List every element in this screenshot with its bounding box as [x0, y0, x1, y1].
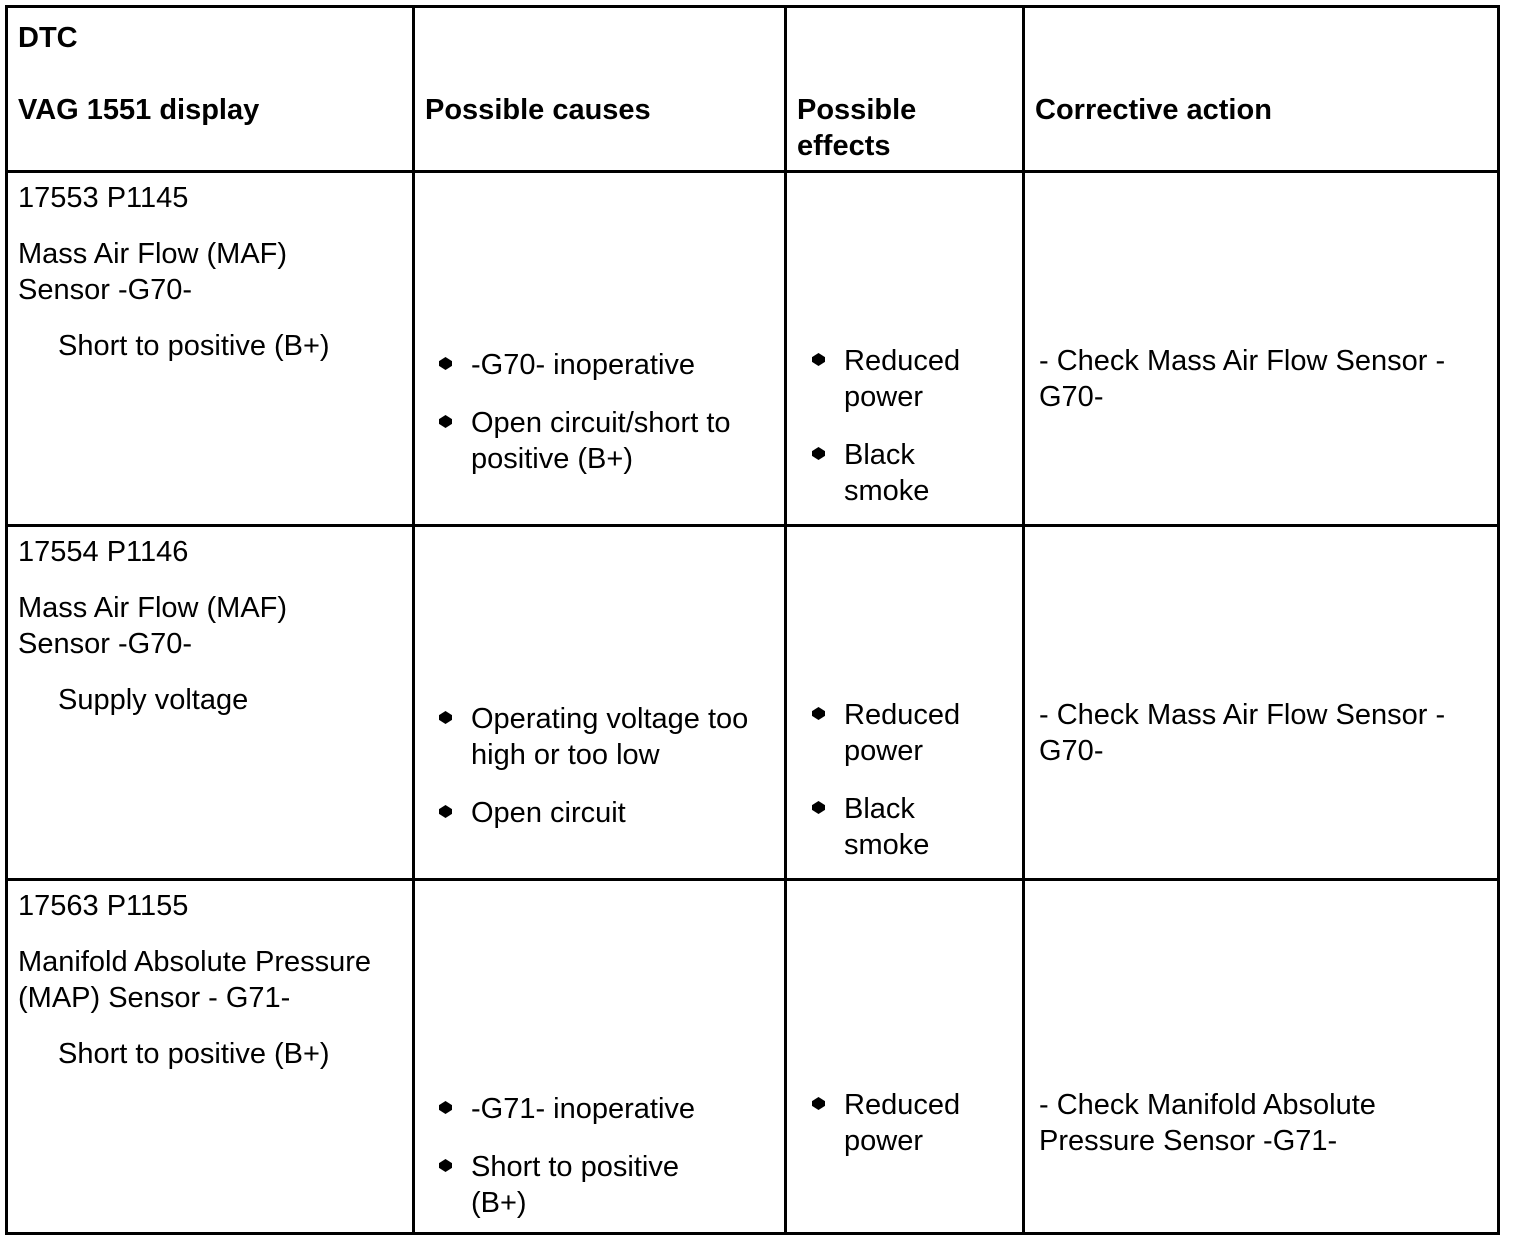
corrective-action-text: - Check Mass Air Flow Sensor -G70- [1039, 345, 1446, 413]
header-dtc-cell [7, 7, 414, 172]
cause-text: Operating voltage too high or too low [471, 703, 749, 771]
corrective-action-text: - Check Mass Air Flow Sensor -G70- [1039, 699, 1446, 767]
effects-list [810, 343, 1014, 531]
effect-text: Black smoke [844, 439, 930, 507]
action-cell [1024, 526, 1499, 880]
header-display-label: VAG 1551 display [18, 94, 260, 126]
dtc-code: 17563 P1155 [18, 890, 189, 922]
effect-text: Black smoke [844, 793, 930, 861]
header-effects-label: Possible effects [797, 94, 917, 162]
cause-text: Short to positive (B+) [471, 1151, 679, 1219]
bullet-icon [812, 801, 825, 814]
table-row [7, 526, 1499, 880]
list-item [437, 795, 776, 831]
dtc-component: Manifold Absolute Pressure (MAP) Sensor - G71- [18, 946, 372, 1014]
dtc-cell [7, 880, 414, 1234]
causes-list [437, 1089, 776, 1243]
header-causes-cell [414, 7, 786, 172]
action-cell [1024, 880, 1499, 1234]
bullet-icon [439, 805, 452, 818]
list-item [437, 1149, 711, 1221]
cause-text: -G71- inoperative [471, 1093, 696, 1125]
effects-list [810, 1087, 1014, 1181]
effects-cell [786, 880, 1024, 1234]
causes-cell [414, 172, 786, 526]
effects-cell [786, 172, 1024, 526]
dtc-cell [7, 172, 414, 526]
corrective-action-text: - Check Manifold Absolute Pressure Sensor -G71- [1039, 1089, 1376, 1157]
header-action-label: Corrective action [1035, 94, 1272, 126]
bullet-icon [812, 353, 825, 366]
list-item [437, 1091, 776, 1127]
causes-list [437, 345, 776, 499]
list-item [810, 791, 954, 863]
effects-cell [786, 526, 1024, 880]
bullet-icon [439, 1101, 452, 1114]
header-action-cell [1024, 7, 1499, 172]
header-causes-label: Possible causes [425, 94, 651, 126]
dtc-condition: Supply voltage [58, 684, 249, 716]
dtc-table [5, 5, 1500, 1235]
effect-text: Reduced power [844, 699, 961, 767]
action-cell [1024, 172, 1499, 526]
causes-list [437, 699, 776, 853]
dtc-component: Mass Air Flow (MAF) Sensor -G70- [18, 238, 288, 306]
header-row [7, 7, 1499, 172]
causes-cell [414, 526, 786, 880]
table-row [7, 172, 1499, 526]
bullet-icon [439, 357, 452, 370]
cause-text: Open circuit/short to positive (B+) [471, 407, 731, 475]
cause-text: -G70- inoperative [471, 349, 696, 381]
list-item [810, 437, 954, 509]
cause-text: Open circuit [471, 797, 626, 829]
header-effects-cell [786, 7, 1024, 172]
list-item [810, 343, 964, 415]
dtc-condition: Short to positive (B+) [58, 1038, 330, 1070]
list-item [437, 701, 776, 773]
bullet-icon [812, 707, 825, 720]
dtc-condition: Short to positive (B+) [58, 330, 330, 362]
effect-text: Reduced power [844, 1089, 961, 1157]
list-item [810, 697, 964, 769]
effect-text: Reduced power [844, 345, 961, 413]
table-row [7, 880, 1499, 1234]
dtc-code: 17554 P1146 [18, 536, 189, 568]
bullet-icon [439, 415, 452, 428]
bullet-icon [812, 1097, 825, 1110]
effects-list [810, 697, 1014, 885]
list-item [437, 347, 776, 383]
bullet-icon [439, 1159, 452, 1172]
list-item [810, 1087, 964, 1159]
causes-cell [414, 880, 786, 1234]
dtc-code: 17553 P1145 [18, 182, 189, 214]
bullet-icon [812, 447, 825, 460]
list-item [437, 405, 776, 477]
bullet-icon [439, 711, 452, 724]
dtc-component: Mass Air Flow (MAF) Sensor -G70- [18, 592, 288, 660]
header-dtc-label: DTC [18, 22, 78, 54]
dtc-cell [7, 526, 414, 880]
